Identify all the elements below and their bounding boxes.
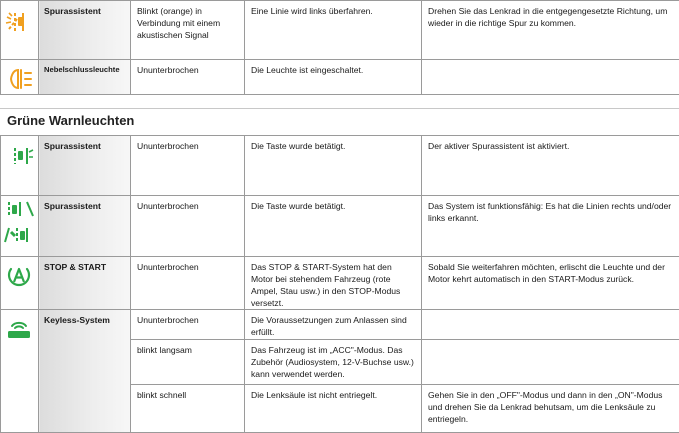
lane-departure-amber-icon [1,5,37,41]
lamp-state: blinkt langsam [131,340,245,385]
table-row [1,60,679,95]
lamp-state: Ununterbrochen [131,310,245,340]
divider [0,108,679,109]
warning-table-top [0,0,679,95]
lamp-cause: Die Taste wurde betätigt. [245,136,422,196]
icon-cell [1,60,39,95]
lamp-cause: Die Lenksäule ist nicht entriegelt. [245,385,422,433]
lamp-name: STOP & START [39,257,131,310]
lamp-name: Spurassistent [39,1,131,60]
lamp-state: Ununterbrochen [131,60,245,95]
lamp-name: Keyless-System [39,310,131,433]
table-row [1,257,679,310]
lamp-name: Nebelschlussleuchte [39,60,131,95]
icon-cell [1,136,39,196]
lamp-cause: Die Leuchte ist eingeschaltet. [245,60,422,95]
table-row [1,196,679,257]
icon-cell [1,257,39,310]
lamp-action: Drehen Sie das Lenkrad in die entgegengesetzte Richtung, um wieder in die richtige Spur zu kommen. [422,1,679,60]
lamp-action [422,310,679,340]
lamp-cause: Das STOP & START-System hat den Motor bei stehendem Fahrzeug (rote Ampel, Stau usw.) in den STOP-Modus versetzt. [245,257,422,310]
lamp-state: Blinkt (orange) in Verbindung mit einem akustischen Signal [131,1,245,60]
lamp-state: Ununterbrochen [131,136,245,196]
lamp-cause: Die Taste wurde betätigt. [245,196,422,257]
table-row [1,136,679,196]
table-row [1,1,679,60]
warning-table-green [0,135,679,433]
lamp-state: Ununterbrochen [131,257,245,310]
lamp-action: Gehen Sie in den „OFF"-Modus und dann in den „ON"-Modus und drehen Sie da Lenkrad behutsam, um die Lenksäule zu entriegeln. [422,385,679,433]
stop-start-icon [5,262,33,290]
lamp-action [422,60,679,95]
lamp-name: Spurassistent [39,136,131,196]
lane-assist-lines-green-icon [3,198,37,256]
icon-cell [1,196,39,257]
lamp-cause: Eine Linie wird links überfahren. [245,1,422,60]
lamp-action [422,340,679,385]
lamp-cause: Die Voraussetzungen zum Anlassen sind erfüllt. [245,310,422,340]
section-heading: Grüne Warnleuchten [7,113,134,128]
lamp-name: Spurassistent [39,196,131,257]
rear-fog-lamp-icon [3,64,37,94]
table-row [1,310,679,340]
keyless-system-icon [4,316,34,340]
icon-cell [1,1,39,60]
lamp-action: Der aktiver Spurassistent ist aktiviert. [422,136,679,196]
lamp-action: Sobald Sie weiterfahren möchten, erlischt die Leuchte und der Motor kehrt automatisch in den START-Modus zurück. [422,257,679,310]
lamp-state: Ununterbrochen [131,196,245,257]
lane-assist-green-icon [7,142,37,172]
lamp-action: Das System ist funktionsfähig: Es hat die Linien rechts und/oder links erkannt. [422,196,679,257]
lamp-cause: Das Fahrzeug ist im „ACC"-Modus. Das Zubehör (Audiosystem, 12-V-Buchse usw.) kann verwendet werden. [245,340,422,385]
icon-cell [1,310,39,433]
lamp-state: blinkt schnell [131,385,245,433]
